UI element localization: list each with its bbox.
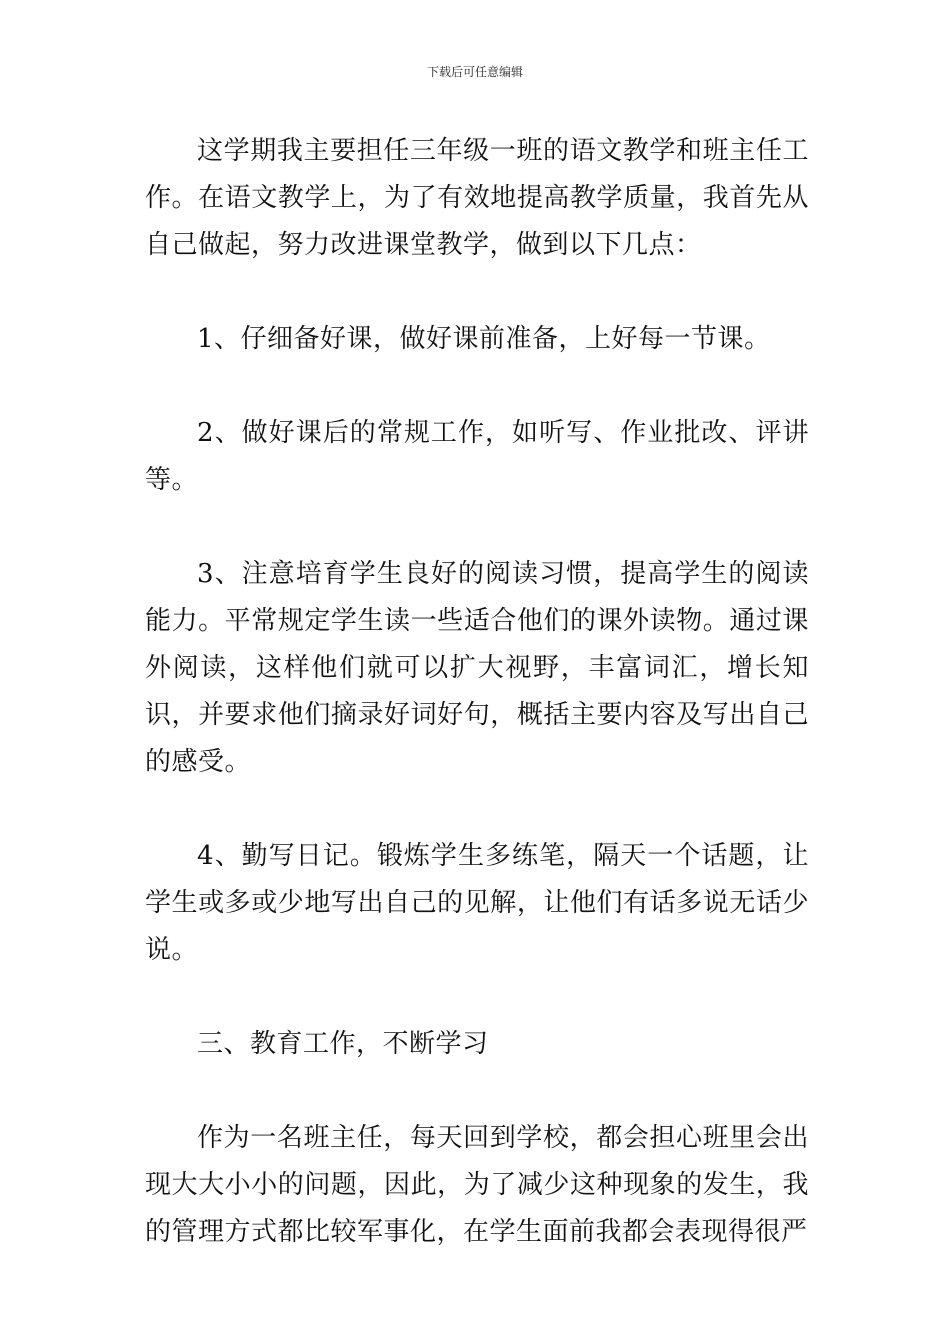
paragraph-spacer xyxy=(145,974,809,1021)
paragraph-spacer xyxy=(145,1068,809,1115)
document-body xyxy=(145,128,809,1256)
paragraph-spacer xyxy=(145,504,809,551)
paragraph-intro: 这学期我主要担任三年级一班的语文教学和班主任工作。在语文教学上，为了有效地提高教学质量，我首先从自己做起，努力改进课堂教学，做到以下几点： xyxy=(145,136,809,260)
paragraph-spacer xyxy=(145,786,809,833)
header-note: 下载后可任意编辑 xyxy=(426,65,523,79)
paragraph-class-teacher: 作为一名班主任，每天回到学校，都会担心班里会出现大大小小的问题，因此，为了减少这种现象的发生，我的管理方式都比较军事化，在学生面前我都会表现得很严 xyxy=(145,1123,809,1247)
paragraph-item-4: 4、勤写日记。锻炼学生多练笔，隔天一个话题，让学生或多或少地写出自己的见解，让他们有话多说无话少说。 xyxy=(145,841,809,965)
paragraph-item-1: 1、仔细备好课，做好课前准备，上好每一节课。 xyxy=(197,324,771,354)
paragraph-item-2: 2、做好课后的常规工作，如听写、作业批改、评讲等。 xyxy=(145,418,809,495)
section-heading: 三、教育工作，不断学习 xyxy=(197,1029,489,1059)
paragraph-spacer xyxy=(145,363,809,410)
paragraph-spacer xyxy=(145,269,809,316)
paragraph-item-3: 3、注意培育学生良好的阅读习惯，提高学生的阅读能力。平常规定学生读一些适合他们的课外读物。通过课外阅读，这样他们就可以扩大视野，丰富词汇，增长知识，并要求他们摘录好词好句，概括主要内容及写出自己的感受。 xyxy=(145,559,809,777)
